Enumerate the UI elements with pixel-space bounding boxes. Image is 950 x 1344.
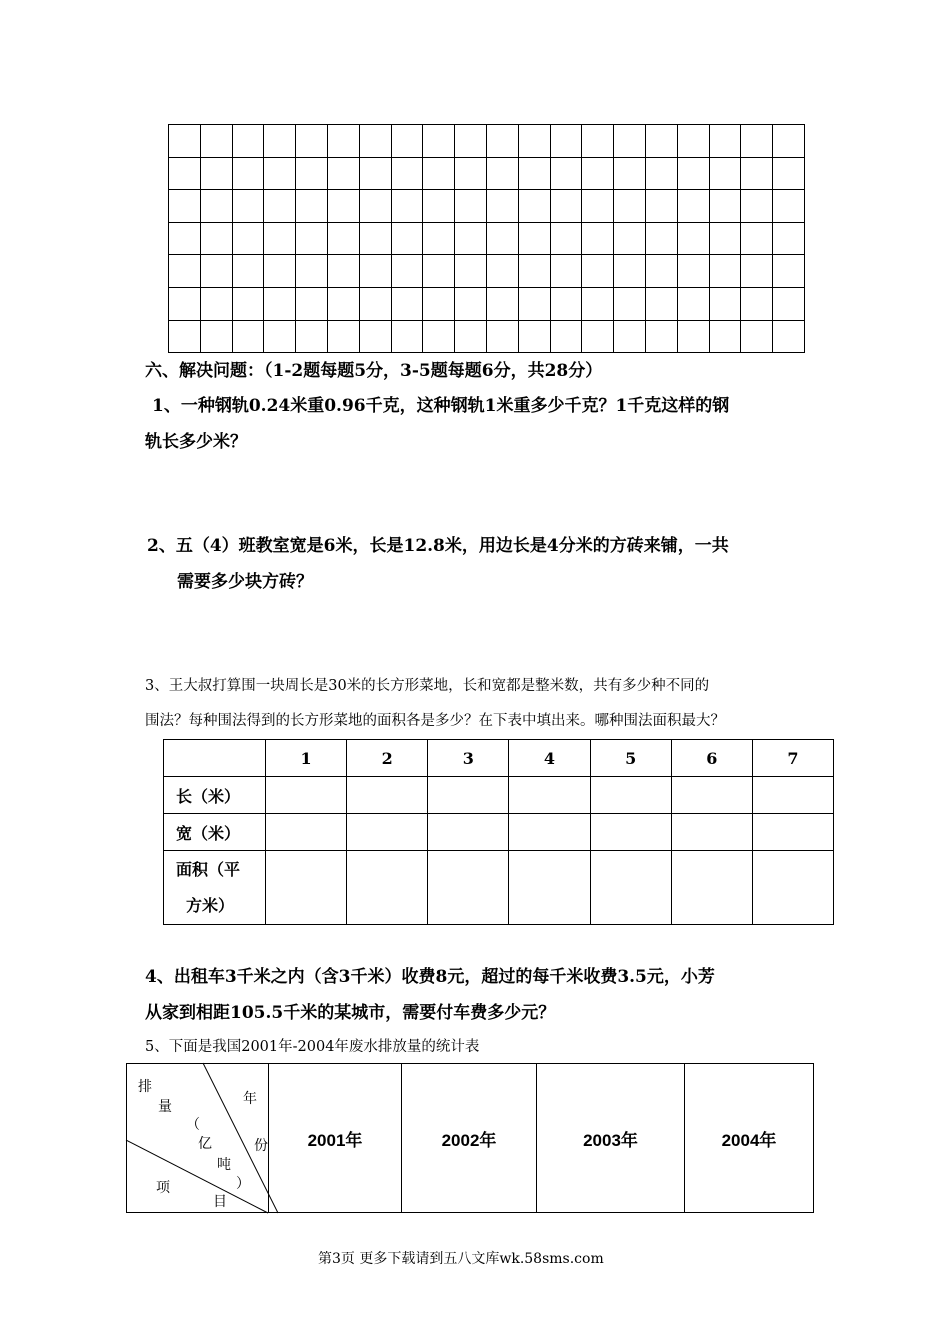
q5-line1: 5、下面是我国2001年-2004年废水排放量的统计表 xyxy=(145,1039,480,1055)
corner-text: 排 xyxy=(138,1079,152,1095)
q2-line1: 2、五（4）班教室宽是6米，长是12.8米，用边长是4分米的方砖来铺，一共 xyxy=(147,536,729,556)
row-label-width: 宽（米） xyxy=(164,814,266,851)
section-6-title: 六、解决问题：（1-2题每题5分，3-5题每题6分，共28分） xyxy=(145,361,603,381)
row-label-length: 长（米） xyxy=(164,777,266,814)
q1-line2: 轨长多少米？ xyxy=(145,432,247,452)
q3-line2: 围法？每种围法得到的长方形菜地的面积各是多少？在下表中填出来。哪种围法面积最大？ xyxy=(145,713,725,729)
col-header: 5 xyxy=(590,740,671,777)
q4-line1: 4、出租车3千米之内（含3千米）收费8元，超过的每千米收费3.5元，小芳 xyxy=(145,967,715,987)
col-header: 3 xyxy=(428,740,509,777)
area-label-2: 方米） xyxy=(186,895,235,915)
q2-line2: 需要多少块方砖？ xyxy=(177,572,313,592)
year-header: 2001年 xyxy=(269,1064,402,1213)
col-header: 1 xyxy=(266,740,347,777)
area-label-1: 面积（平 xyxy=(176,859,241,879)
corner-text: 吨 xyxy=(217,1157,231,1173)
q1-line1: 1、一种钢轨0.24米重0.96千克，这种钢轨1米重多少千克？1千克这样的钢 xyxy=(152,396,730,416)
corner-text: 亿 xyxy=(198,1136,212,1152)
corner-text: 量 xyxy=(158,1099,172,1115)
corner-text: 项 xyxy=(156,1180,170,1196)
corner-text: 份 xyxy=(254,1138,268,1154)
col-header: 4 xyxy=(509,740,590,777)
page-footer: 第3页 更多下载请到五八文库wk.58sms.com xyxy=(318,1251,604,1267)
year-header: 2002年 xyxy=(402,1064,537,1213)
year-header: 2004年 xyxy=(685,1064,814,1213)
q3-line1: 3、王大叔打算围一块周长是30米的长方形菜地，长和宽都是整米数，共有多少种不同的 xyxy=(145,678,710,694)
corner-text: （ xyxy=(186,1117,200,1133)
corner-text: 年 xyxy=(243,1091,257,1107)
col-header: 2 xyxy=(347,740,428,777)
corner-text: ） xyxy=(236,1176,250,1192)
col-header: 6 xyxy=(671,740,752,777)
year-header: 2003年 xyxy=(537,1064,685,1213)
col-header: 7 xyxy=(752,740,833,777)
corner-text: 目 xyxy=(213,1194,227,1210)
q4-line2: 从家到相距105.5千米的某城市，需要付车费多少元？ xyxy=(145,1003,556,1023)
